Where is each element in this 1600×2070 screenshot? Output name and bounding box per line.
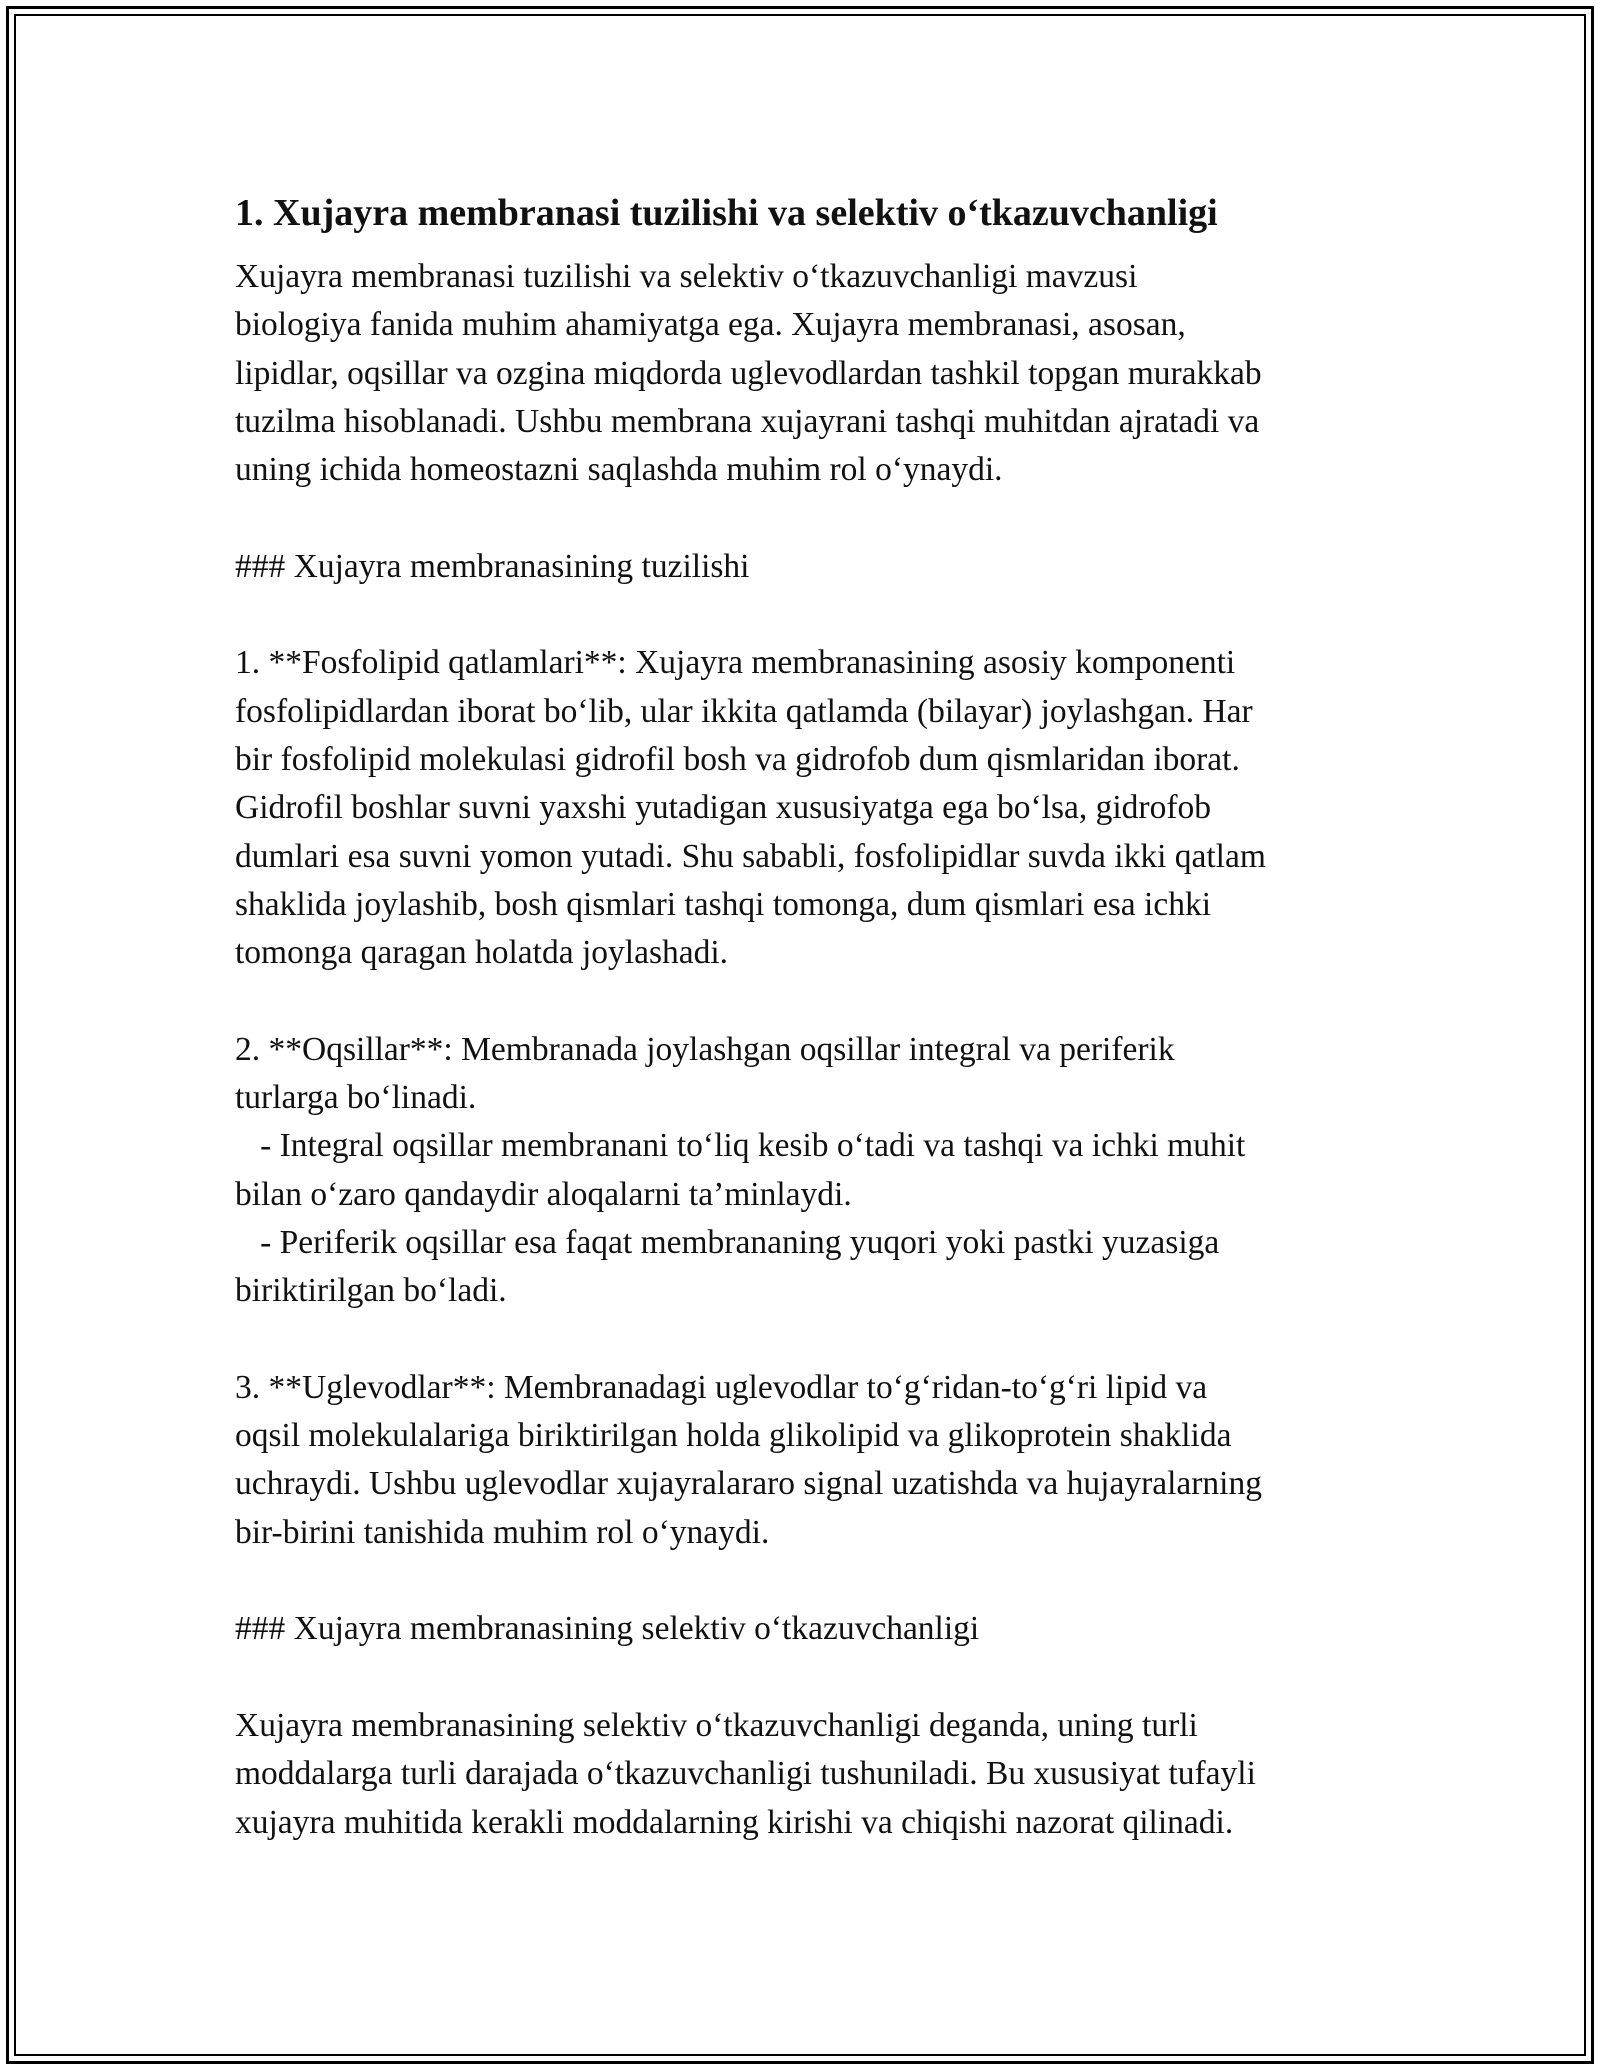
text-line: bir fosfolipid molekulasi gidrofil bosh va gidrofob dum qismlaridan iborat. xyxy=(235,740,1240,778)
text-line: biriktirilgan bo‘ladi. xyxy=(235,1272,507,1310)
text-line: oqsil molekulalariga biriktirilgan holda glikolipid va glikoprotein shaklida xyxy=(235,1417,1232,1455)
text-line: bir-birini tanishida muhim rol o‘ynaydi. xyxy=(235,1513,770,1551)
blank-line xyxy=(235,494,1375,542)
text-line: uchraydi. Ushbu uglevodlar xujayralararo signal uzatishda va hujayralarning xyxy=(235,1465,1262,1503)
text-line: tuzilma hisoblanadi. Ushbu membrana xujayrani tashqi muhitdan ajratadi va xyxy=(235,402,1260,440)
text-line: moddalarga turli darajada o‘tkazuvchanligi tushuniladi. Bu xususiyat tufayli xyxy=(235,1755,1256,1793)
text-line: bilan o‘zaro qandaydir aloqalarni ta’minlaydi. xyxy=(235,1175,852,1213)
list-item-carbohydrates: 3. **Uglevodlar**: Membranadagi uglevodlar to‘g‘ridan-to‘g‘ri lipid va xyxy=(235,1368,1208,1406)
text-line: Xujayra membranasining selektiv o‘tkazuvchanligi deganda, uning turli xyxy=(235,1706,1198,1744)
text-line: fosfolipidlardan iborat bo‘lib, ular ikkita qatlamda (bilayar) joylashgan. Har xyxy=(235,692,1253,730)
section-heading-permeability: ### Xujayra membranasining selektiv o‘tkazuvchanligi xyxy=(235,1610,980,1648)
text-line: dumlari esa suvni yomon yutadi. Shu sababli, fosfolipidlar suvda ikki qatlam xyxy=(235,837,1266,875)
text-line: Xujayra membranasi tuzilishi va selektiv o‘tkazuvchanligi mavzusi xyxy=(235,258,1138,295)
text-line: biologiya fanida muhim ahamiyatga ega. Xujayra membranasi, asosan, xyxy=(235,306,1186,344)
sub-list-item-peripheral: - Periferik oqsillar esa faqat membrananing yuqori yoki pastki yuzasiga xyxy=(235,1223,1220,1261)
list-item-proteins: 2. **Oqsillar**: Membranada joylashgan oqsillar integral va periferik xyxy=(235,1030,1175,1068)
list-item-phospholipids: 1. **Fosfolipid qatlamlari**: Xujayra membranasining asosiy komponenti xyxy=(235,644,1236,682)
text-line: tomonga qaragan holatda joylashadi. xyxy=(235,934,729,972)
text-line: xujayra muhitida kerakli moddalarning kirishi va chiqishi nazorat qilinadi. xyxy=(235,1803,1234,1841)
text-line: uning ichida homeostazni saqlashda muhim rol o‘ynaydi. xyxy=(235,451,1003,489)
text-line: lipidlar, oqsillar va ozgina miqdorda uglevodlardan tashkil topgan murakkab xyxy=(235,354,1262,392)
text-line: Gidrofil boshlar suvni yaxshi yutadigan xususiyatga ega bo‘lsa, gidrofob xyxy=(235,789,1211,827)
blank-line xyxy=(235,977,1375,1025)
text-line: shaklida joylashib, bosh qismlari tashqi tomonga, dum qismlari esa ichki xyxy=(235,885,1212,923)
section-heading-structure: ### Xujayra membranasining tuzilishi xyxy=(235,547,750,585)
blank-line xyxy=(235,1557,1375,1605)
sub-list-item-integral: - Integral oqsillar membranani to‘liq kesib o‘tadi va tashqi va ichki muhit xyxy=(235,1127,1246,1165)
blank-line xyxy=(235,591,1375,639)
blank-line xyxy=(235,1316,1375,1364)
text-line: turlarga bo‘linadi. xyxy=(235,1079,477,1117)
document-text xyxy=(235,253,1375,1847)
document-body xyxy=(235,185,1375,1847)
blank-line xyxy=(235,1654,1375,1702)
document-title: 1. Xujayra membranasi tuzilishi va selektiv o‘tkazuvchanligi xyxy=(235,192,1218,234)
